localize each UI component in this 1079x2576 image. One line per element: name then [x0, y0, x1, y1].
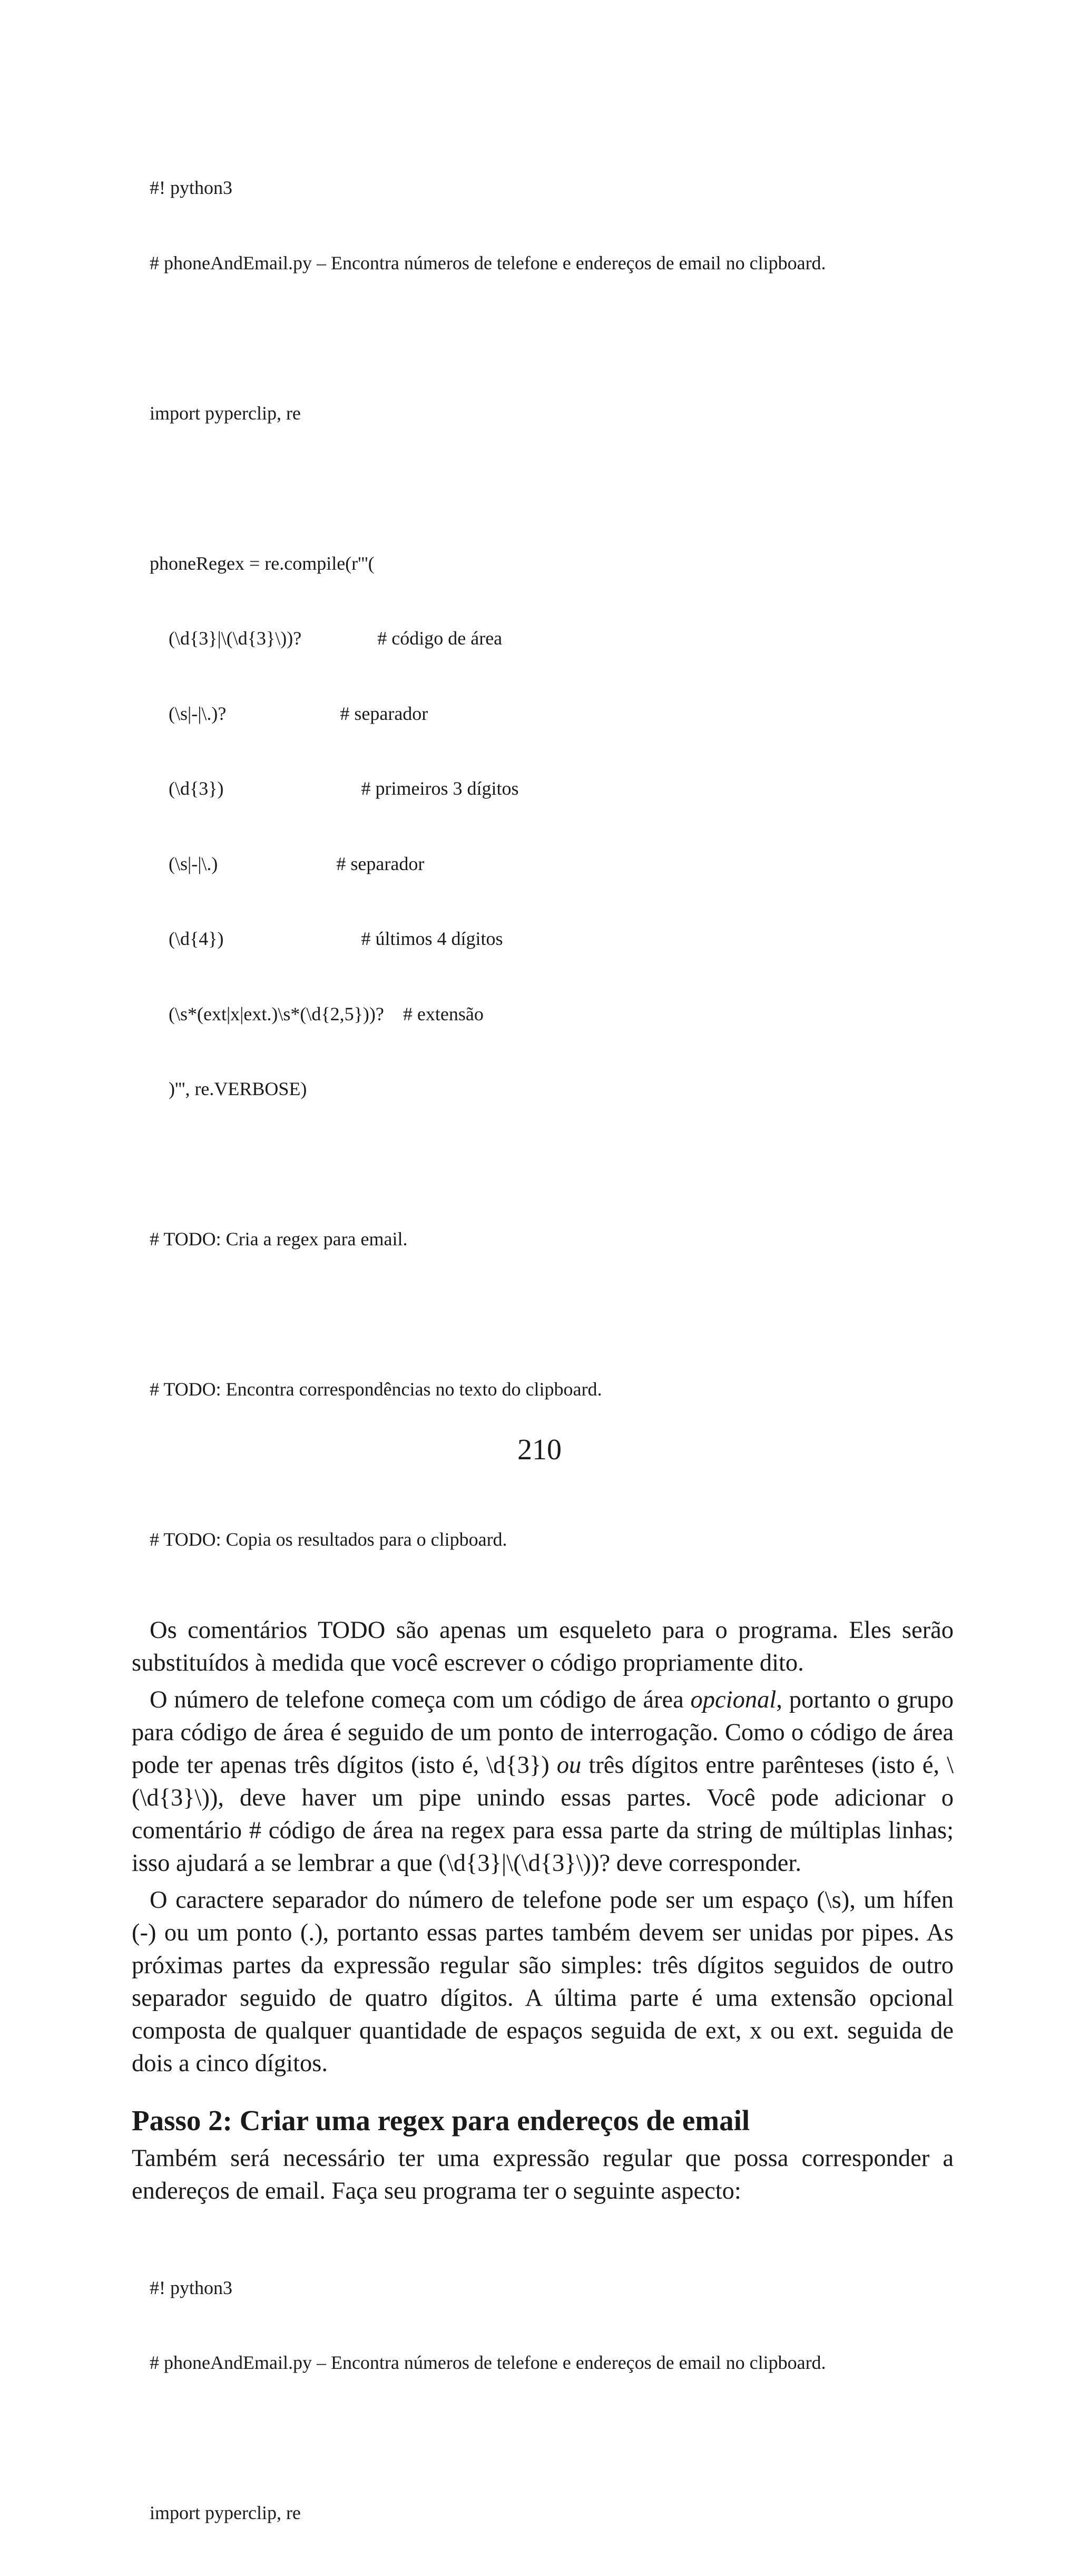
code-line: (\d{3}) # primeiros 3 dígitos — [150, 778, 519, 799]
code-line: )''', re.VERBOSE) — [150, 1078, 307, 1099]
code-line: import pyperclip, re — [150, 2502, 301, 2523]
code-line — [150, 2426, 954, 2451]
code-line: (\s|-|\.)? # separador — [150, 702, 428, 724]
code-line: # TODO: Copia os resultados para o clipboard. — [150, 1529, 507, 1550]
code-block-email-start — [132, 2226, 954, 2576]
code-line: #! python3 — [150, 2277, 232, 2298]
paragraph-text: , portanto o grupo para código de área é seguido de um ponto de interrogação. Como o código de área pode ter apenas três dígitos (isto é, \d{3}) — [132, 1686, 954, 1779]
emphasis-text: opcional — [690, 1686, 777, 1713]
code-line: # TODO: Cria a regex para email. — [150, 1228, 408, 1250]
code-line: # phoneAndEmail.py – Encontra números de telefone e endereços de email no clipboard. — [150, 252, 826, 274]
code-line: import pyperclip, re — [150, 402, 301, 424]
emphasis-text: ou — [556, 1751, 582, 1779]
code-line: (\s*(ext|x|ext.)\s*(\d{2,5}))? # extensão — [150, 1003, 484, 1024]
paragraph-text: três dígitos entre parênteses (isto é, \(\d{3}\)), deve haver um pipe unindo essas partes. Você pode adicionar o comentário # código de área na regex para essa parte da string de múltiplas linhas; isso ajudará a se lembrar a que (\d{3}|\(\d{3}\))? deve corresponder. — [132, 1751, 954, 1877]
paragraph-area-code — [132, 1684, 954, 1880]
paragraph-email-intro: Também será necessário ter uma expressão regular que possa corresponder a endereços de email. Faça seu programa ter o seguinte aspecto: — [132, 2144, 954, 2204]
code-line: #! python3 — [150, 177, 232, 198]
code-block-phone-regex — [132, 125, 954, 1603]
code-line: phoneRegex = re.compile(r'''( — [150, 552, 375, 574]
section-heading: Passo 2: Criar uma regex para endereços de email — [132, 2104, 750, 2136]
code-line — [150, 476, 954, 501]
code-line: # phoneAndEmail.py – Encontra números de telefone e endereços de email no clipboard. — [150, 2352, 826, 2373]
code-line: (\d{4}) # últimos 4 dígitos — [150, 928, 503, 949]
code-line: (\d{3}|\(\d{3}\))? # código de área — [150, 628, 503, 649]
code-line: (\s|-|\.) # separador — [150, 853, 425, 874]
paragraph-text: O número de telefone começa com um código de área — [150, 1686, 691, 1713]
code-line — [150, 1302, 954, 1328]
page-number: 210 — [517, 1433, 562, 1466]
paragraph-todo-comments: Os comentários TODO são apenas um esqueleto para o programa. Eles serão substituídos à medida que você escrever o código propriamente dito. — [132, 1616, 954, 1676]
code-line — [150, 1152, 954, 1177]
code-line: # TODO: Encontra correspondências no texto do clipboard. — [150, 1379, 602, 1400]
page-content — [132, 125, 954, 2576]
paragraph-separator: O caractere separador do número de telefone pode ser um espaço (\s), um hífen (-) ou um ponto (.), portanto essas partes também devem ser unidas por pipes. As próximas partes da expressão regular são simples: três dígitos seguidos de outro separador seguido de quatro dígitos. A última parte é uma extensão opcional composta de qualquer quantidade de espaços seguida de ext, x ou ext. seguida de dois a cinco dígitos. — [132, 1886, 954, 2077]
code-line — [150, 326, 954, 351]
